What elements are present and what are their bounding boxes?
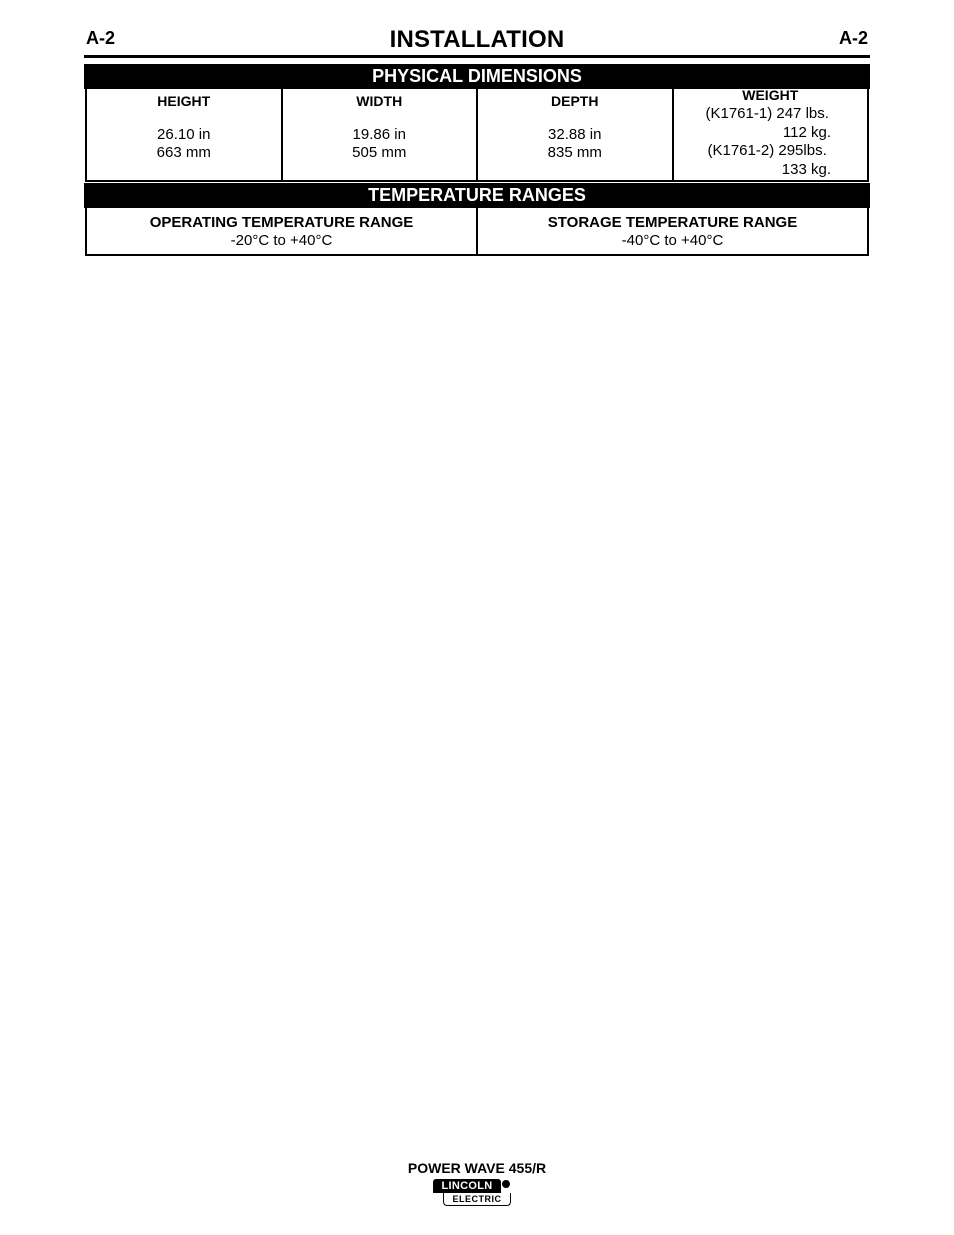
weight-column [674,89,868,180]
page-id-right: A-2 [838,28,868,48]
temperature-ranges-table [85,208,869,256]
page-title: INSTALLATION [389,26,565,53]
weight-k1761-2-lbs: (K1761-2) 295lbs. [707,142,827,159]
width-imperial: 19.86 in [352,126,406,143]
depth-label: DEPTH [551,93,599,109]
height-metric: 663 mm [156,144,211,161]
lincoln-electric-logo [433,1179,513,1207]
storage-temperature-cell [478,208,867,254]
width-column [283,89,479,180]
footer-model-name: POWER WAVE 455/R [407,1160,547,1176]
weight-k1761-1-kg: 112 kg. [782,124,831,141]
weight-k1761-1-lbs: (K1761-1) 247 lbs. [705,105,829,122]
registered-mark-icon [502,1180,510,1188]
operating-temperature-value: -20°C to +40°C [230,232,333,249]
operating-temperature-cell [87,208,478,254]
physical-dimensions-title: PHYSICAL DIMENSIONS [84,64,870,89]
height-label: HEIGHT [157,93,211,109]
header-rule [84,55,870,58]
depth-imperial: 32.88 in [548,126,602,143]
width-label: WIDTH [356,93,403,109]
width-metric: 505 mm [352,144,407,161]
storage-temperature-label: STORAGE TEMPERATURE RANGE [547,214,798,231]
operating-temperature-label: OPERATING TEMPERATURE RANGE [149,214,414,231]
depth-metric: 835 mm [547,144,602,161]
weight-k1761-2-kg: 133 kg. [781,161,831,178]
logo-top-text: LINCOLN [433,1179,501,1193]
physical-dimensions-table [85,89,869,182]
height-imperial: 26.10 in [157,126,211,143]
temperature-ranges-title: TEMPERATURE RANGES [84,183,870,208]
storage-temperature-value: -40°C to +40°C [621,232,724,249]
page-id-left: A-2 [86,28,116,48]
depth-column [478,89,674,180]
logo-bottom-text: ELECTRIC [443,1193,511,1206]
weight-label: WEIGHT [742,87,799,103]
height-column [87,89,283,180]
